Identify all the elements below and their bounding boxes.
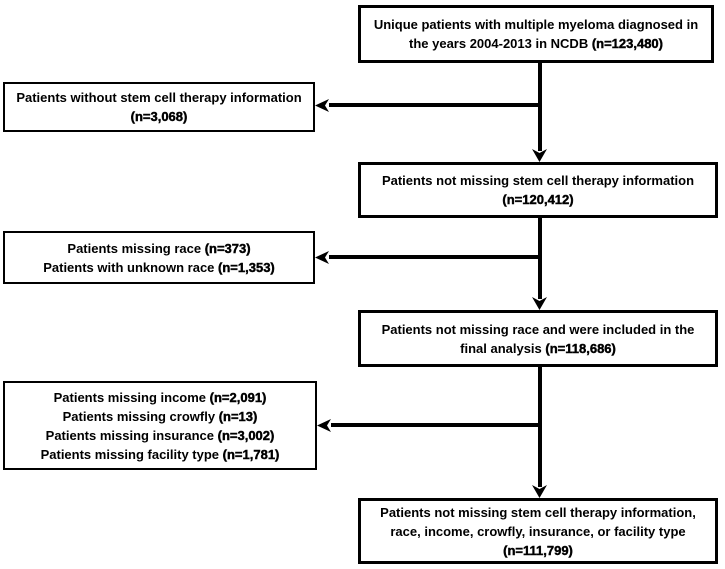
line-text: Patients missing facility type (40, 446, 223, 462)
line-text: Patients missing insurance (45, 427, 218, 443)
box-text-line (16, 88, 301, 107)
box-text-line (409, 34, 663, 53)
line-text: Patients not missing stem cell therapy information, (380, 504, 696, 520)
horizontal-connector-line (331, 423, 542, 427)
line-text: Patients without stem cell therapy information (16, 90, 302, 105)
box-text-line (382, 171, 694, 190)
box-text-line (54, 388, 267, 407)
line-n-value: (n=2,091) (209, 389, 267, 405)
line-text: Patients missing race (67, 240, 205, 256)
line-n-value: (n=123,480) (591, 36, 663, 51)
arrow-down-icon (532, 297, 547, 310)
line-n-value: (n=120,412) (502, 192, 574, 207)
box-text-line (374, 15, 698, 34)
horizontal-connector-line (329, 255, 542, 259)
arrow-left-icon (317, 419, 331, 432)
box-text-line (41, 445, 280, 464)
box-text-line (502, 190, 573, 209)
line-text: final analysis (460, 340, 546, 356)
box-text-line (382, 320, 695, 339)
line-n-value: (n=111,799) (503, 542, 573, 558)
vertical-connector-line (538, 63, 542, 151)
arrow-down-icon (532, 485, 547, 498)
box-excluded-no-sct-info (3, 82, 315, 132)
box-text-line (390, 522, 685, 541)
line-text: Patients not missing race and were included in the (381, 321, 695, 337)
line-text: race, income, crowfly, insurance, or facility type (390, 523, 686, 539)
box-text-line (380, 503, 696, 522)
line-n-value: (n=118,686) (545, 340, 616, 356)
box-included-final-analysis (358, 310, 718, 367)
box-text-line (46, 426, 275, 445)
line-n-value: (n=3,002) (217, 427, 275, 443)
line-n-value: (n=1,353) (218, 259, 275, 275)
arrow-left-icon (315, 99, 329, 112)
box-text-line (503, 541, 573, 560)
line-text: Unique patients with multiple myeloma diagnosed in (373, 17, 699, 32)
box-excluded-missing-covariates (3, 381, 317, 470)
vertical-connector-line (538, 367, 542, 487)
line-n-value: (n=3,068) (130, 109, 188, 124)
line-n-value: (n=1,781) (222, 446, 280, 462)
arrow-left-icon (315, 251, 329, 264)
line-text: Patients missing income (53, 389, 210, 405)
box-complete-cases (358, 498, 718, 564)
line-text: Patients not missing stem cell therapy information (381, 173, 695, 188)
box-text-line (67, 239, 250, 258)
arrow-down-icon (532, 149, 547, 162)
box-excluded-missing-race (3, 231, 315, 284)
box-unique-patients (358, 5, 714, 63)
box-text-line (43, 258, 275, 277)
line-n-value: (n=373) (204, 240, 251, 256)
line-text: Patients missing crowfly (62, 408, 219, 424)
horizontal-connector-line (329, 103, 542, 107)
line-text: Patients with unknown race (43, 259, 219, 275)
box-not-missing-sct-info (358, 162, 718, 218)
box-text-line (131, 107, 188, 126)
box-text-line (460, 339, 616, 358)
line-n-value: (n=13) (218, 408, 258, 424)
line-text: the years 2004-2013 in NCDB (409, 36, 592, 51)
box-text-line (63, 407, 258, 426)
